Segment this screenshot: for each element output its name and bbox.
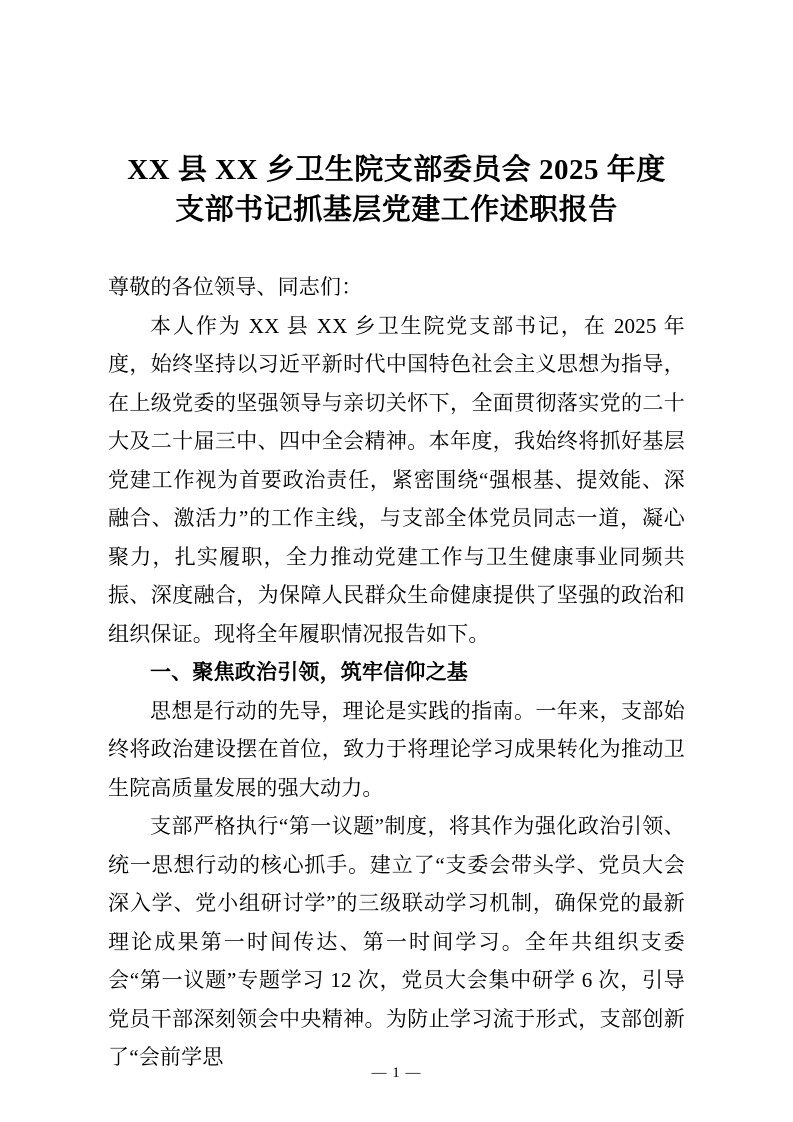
page-number: — 1 — xyxy=(371,1065,422,1081)
paragraph-first-topic-system: 支部严格执行“第一议题”制度，将其作为强化政治引领、统一思想行动的核心抓手。建立了“支委会带头学、党员大会深入学、党小组研讨学”的三级联动学习机制，确保党的最新理论成果第一时间传达、第一时间学习。全年共组织支委会“第一议题”专题学习 12 次，党员大会集中研学 6 次，引导党员干部深刻领会中央精神。为防止学习流于形式，支部创新了“会前学思 xyxy=(108,814,685,1069)
salutation: 尊敬的各位领导、同志们： xyxy=(108,275,363,299)
page-footer xyxy=(0,1065,793,1082)
document-title-line2: 支部书记抓基层党建工作述职报告 xyxy=(175,194,618,226)
document-title-line1: XX 县 XX 乡卫生院支部委员会 2025 年度 xyxy=(127,154,666,186)
paragraph-ideology: 思想是行动的先导，理论是实践的指南。一年来，支部始终将政治建设摆在首位，致力于将理论学习成果转化为推动卫生院高质量发展的强大动力。 xyxy=(108,698,685,800)
paragraph-intro: 本人作为 XX 县 XX 乡卫生院党支部书记，在 2025 年度，始终坚持以习近平新时代中国特色社会主义思想为指导，在上级党委的坚强领导与亲切关怀下，全面贯彻落实党的二十大及二十届三中、四中全会精神。本年度，我始终将抓好基层党建工作视为首要政治责任，紧密围绕“强根基、提效能、深融合、激活力”的工作主线，与支部全体党员同志一道，凝心聚力，扎实履职，全力推动党建工作与卫生健康事业同频共振、深度融合，为保障人民群众生命健康提供了坚强的政治和组织保证。现将全年履职情况报告如下。 xyxy=(108,313,685,646)
document-title xyxy=(108,150,685,230)
section-heading-1: 一、聚焦政治引领，筑牢信仰之基 xyxy=(150,660,468,684)
document-body xyxy=(108,268,685,1077)
